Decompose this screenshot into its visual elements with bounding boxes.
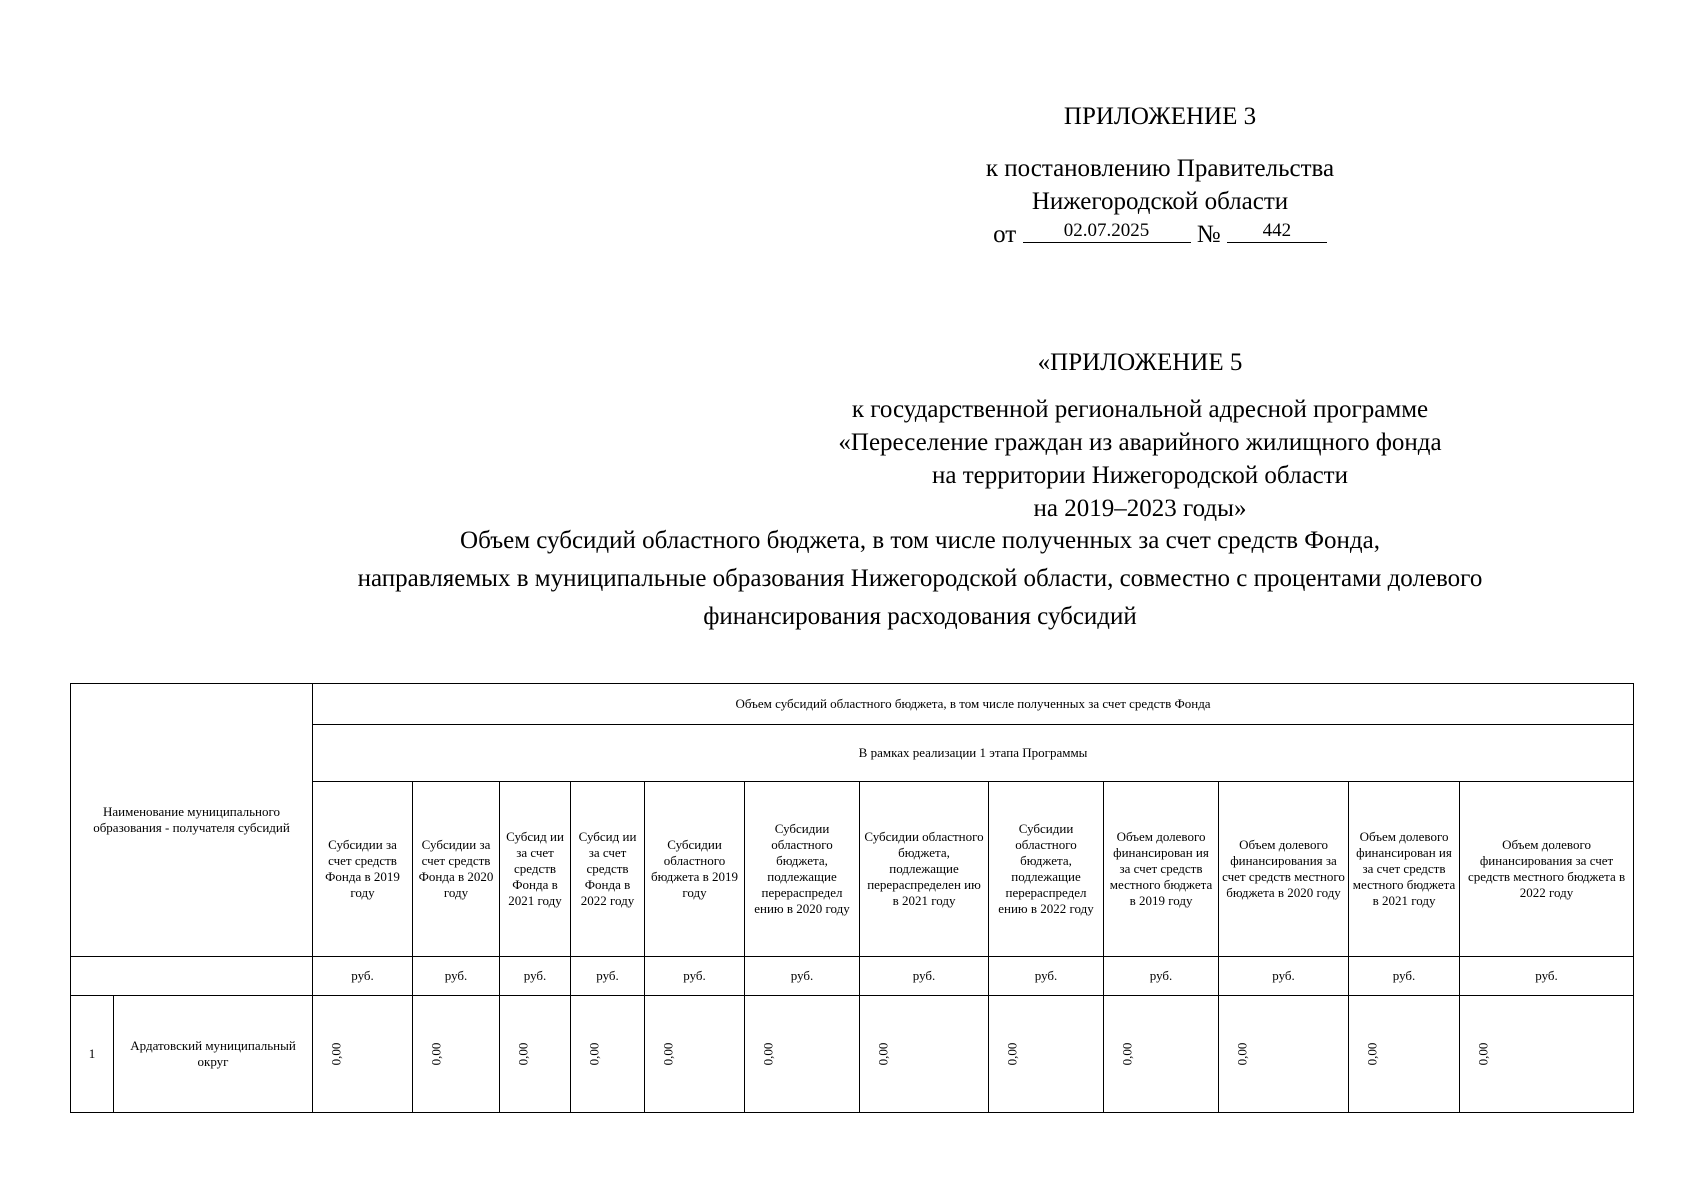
value-cell: [500, 996, 571, 1113]
decree-signature-line: [880, 218, 1440, 251]
program-appendix-title: «ПРИЛОЖЕНИЕ 5: [1037, 349, 1243, 376]
program-line-3: на территории Нижегородской области: [931, 462, 1348, 489]
decree-from-label: от: [993, 221, 1017, 248]
value-cell: [745, 996, 860, 1113]
value-text: 0,00: [1475, 1042, 1491, 1066]
value-cell: [571, 996, 645, 1113]
table-unit-row: [71, 957, 1634, 996]
value-text: 0,00: [1004, 1042, 1020, 1066]
row-municipality-name: Ардатовский муниципальный округ: [114, 996, 313, 1113]
column-header: Субсид ии за счет средств Фонда в 2021 году: [500, 782, 571, 957]
document-title-line-3: финансирования расходования субсидий: [703, 603, 1137, 630]
decree-line-2: Нижегородской области: [1031, 188, 1289, 215]
value-cell: [413, 996, 500, 1113]
appendix-header: [960, 100, 1360, 133]
value-cell: [313, 996, 413, 1113]
value-text: 0,00: [875, 1042, 891, 1066]
column-header: Субсидии за счет средств Фонда в 2019 году: [313, 782, 413, 957]
decree-number-label: №: [1196, 221, 1221, 248]
value-cell: [645, 996, 745, 1113]
value-text: 0,00: [515, 1042, 531, 1066]
value-cell: [1104, 996, 1219, 1113]
table-header-row-group: [71, 684, 1634, 725]
unit-cell: руб.: [860, 957, 989, 996]
column-header: Субсидии за счет средств Фонда в 2020 году: [413, 782, 500, 957]
unit-cell: руб.: [413, 957, 500, 996]
value-text: 0,00: [428, 1042, 444, 1066]
decree-line-1: к постановлению Правительства: [985, 155, 1335, 182]
column-header: Субсидии областного бюджета, подлежащие перераспредел ению в 2020 году: [745, 782, 860, 957]
unit-cell: руб.: [1104, 957, 1219, 996]
value-text: 0,00: [1119, 1042, 1135, 1066]
value-cell: [1219, 996, 1349, 1113]
header-municipality-name: Наименование муниципального образования - получателя субсидий: [71, 684, 313, 957]
unit-cell: руб.: [745, 957, 860, 996]
column-header: Субсидии областного бюджета в 2019 году: [645, 782, 745, 957]
decree-reference: [880, 152, 1440, 251]
column-header: Субсид ии за счет средств Фонда в 2022 году: [571, 782, 645, 957]
column-header: Объем долевого финансирования за счет средств местного бюджета в 2020 году: [1219, 782, 1349, 957]
value-text: 0,00: [586, 1042, 602, 1066]
value-cell: [1460, 996, 1634, 1113]
program-line-1: к государственной региональной адресной программе: [851, 396, 1429, 423]
program-reference: [760, 346, 1520, 525]
value-text: 0,00: [660, 1042, 676, 1066]
column-header: Объем долевого финансирован ия за счет средств местного бюджета в 2019 году: [1104, 782, 1219, 957]
subsidy-table: [70, 683, 1634, 1113]
column-header: Субсидии областного бюджета, подлежащие перераспредел ению в 2022 году: [989, 782, 1104, 957]
value-text: 0,00: [1364, 1042, 1380, 1066]
document-title-line-2: направляемых в муниципальные образования Нижегородской области, совместно с процентами долевого: [357, 565, 1483, 592]
unit-cell: руб.: [1460, 957, 1634, 996]
document-title-line-1: Объем субсидий областного бюджета, в том числе полученных за счет средств Фонда,: [460, 527, 1380, 554]
column-header: Субсидии областного бюджета, подлежащие перераспределен ию в 2021 году: [860, 782, 989, 957]
column-header: Объем долевого финансирован ия за счет средств местного бюджета в 2021 году: [1349, 782, 1460, 957]
value-text: 0,00: [328, 1042, 344, 1066]
decree-date: 02.07.2025: [1023, 220, 1191, 243]
value-cell: [860, 996, 989, 1113]
header-stage: В рамках реализации 1 этапа Программы: [313, 725, 1634, 782]
column-header: Объем долевого финансирования за счет средств местного бюджета в 2022 году: [1460, 782, 1634, 957]
header-subsidy-volume: Объем субсидий областного бюджета, в том числе полученных за счет средств Фонда: [313, 684, 1634, 725]
unit-cell: руб.: [1349, 957, 1460, 996]
value-text: 0,00: [760, 1042, 776, 1066]
unit-blank-cell: [71, 957, 313, 996]
unit-cell: руб.: [571, 957, 645, 996]
value-cell: [1349, 996, 1460, 1113]
unit-cell: руб.: [313, 957, 413, 996]
program-line-2: «Переселение граждан из аварийного жилищного фонда: [838, 429, 1442, 456]
unit-cell: руб.: [1219, 957, 1349, 996]
value-text: 0,00: [1234, 1042, 1250, 1066]
appendix-title: ПРИЛОЖЕНИЕ 3: [1063, 103, 1257, 130]
unit-cell: руб.: [989, 957, 1104, 996]
table-row: [71, 996, 1634, 1113]
decree-number: 442: [1227, 220, 1327, 243]
document-title: [200, 522, 1640, 636]
unit-cell: руб.: [500, 957, 571, 996]
unit-cell: руб.: [645, 957, 745, 996]
row-number: 1: [71, 996, 114, 1113]
program-line-4: на 2019–2023 годы»: [1033, 495, 1247, 522]
value-cell: [989, 996, 1104, 1113]
